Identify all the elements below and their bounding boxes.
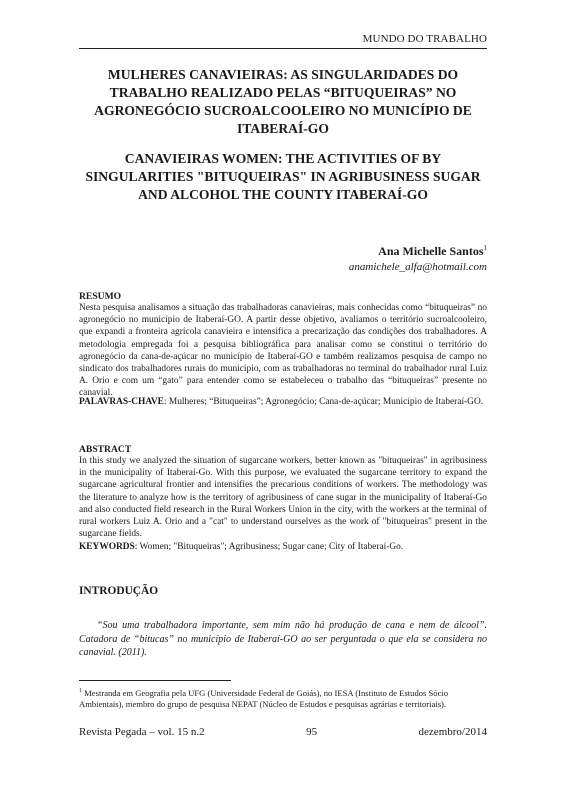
- footnote-text: Mestranda em Geografia pela UFG (Universidade Federal de Goiás), no IESA (Instituto de Estudos Sócio Ambientais), membro do grupo de pesquisa NEPAT (Núcleo de Estudos e pesquisas agrárias e territoriais).: [79, 687, 449, 709]
- header-rule: [79, 48, 487, 49]
- author-name: [349, 244, 487, 259]
- footnote: [79, 686, 487, 710]
- footer-date: dezembro/2014: [418, 726, 487, 738]
- author-footnote-marker: 1: [483, 244, 487, 252]
- introducao-heading: INTRODUÇÃO: [79, 585, 159, 597]
- author-name-text: Ana Michelle Santos: [378, 244, 484, 258]
- footer-journal: Revista Pegada – vol. 15 n.2: [79, 726, 205, 738]
- footnote-marker: 1: [79, 688, 82, 694]
- page-footer: [79, 726, 487, 738]
- resumo-heading: RESUMO: [79, 291, 122, 302]
- title-english: CANAVIEIRAS WOMEN: THE ACTIVITIES OF BY SINGULARITIES "BITUQUEIRAS" IN AGRIBUSINESS SUGAR AND ALCOHOL THE COUNTY ITABERAÍ-GO: [85, 151, 481, 202]
- title-portuguese: MULHERES CANAVIEIRAS: AS SINGULARIDADES DO TRABALHO REALIZADO PELAS “BITUQUEIRAS” NO AGRONEGÓCIO SUCROALCOOLEIRO NO MUNICÍPIO DE ITABERAÍ-GO: [94, 67, 472, 136]
- author-email: anamichele_alfa@hotmail.com: [348, 261, 487, 273]
- keywords-label: KEYWORDS: [79, 542, 135, 552]
- palavras-chave: [79, 396, 487, 408]
- footer-page-number: 95: [306, 726, 318, 738]
- keywords: [79, 541, 487, 553]
- epigraph: “Sou uma trabalhadora importante, sem mim não há produção de cana e nem de álcool”. Catadora de “bitucas” no município de Itaberaí-GO ao ser perguntada o que ela se considera no canavial. (2011).: [79, 620, 487, 658]
- running-header: MUNDO DO TRABALHO: [362, 33, 487, 45]
- abstract-text: In this study we analyzed the situation of sugarcane workers, better known as "bituqueiras" in agribusiness in the municipality of Itaberaí-Go. With this purpose, we evaluated the sugarcane territory to expand the sugarcane agricultural frontier and intensifies the precarious conditions of workers. The methodology was the literature to analyze how is the territory of agribusiness of cane sugar in the municipality of Itaberaí-Go and also conducted field research in the Rural Workers Union in the city, with the workers at the terminal of rural workers Luiz A. Orio and a "cat" to understand ourselves as the work of "bituqueiras" present in the sugarcane fields.: [79, 456, 487, 540]
- palavras-chave-label: PALAVRAS-CHAVE: [79, 397, 164, 407]
- author-block: [349, 244, 487, 273]
- keywords-list: : Women; "Bituqueiras"; Agribusiness; Sugar cane; City of Itaberaí-Go.: [134, 542, 404, 552]
- abstract-heading: ABSTRACT: [79, 444, 132, 455]
- footnote-rule: [79, 680, 231, 681]
- resumo-text: Nesta pesquisa analisamos a situação das trabalhadoras canavieiras, mais conhecidas como “bituqueiras” no agronegócio no município de Itaberaí-GO. A partir desse objetivo, avaliamos o território sucroalcooleiro, que expandi a fronteira agrícola canavieira e intensifica a precarização das condições dos trabalhadores. A metodologia empregada foi a pesquisa bibliográfica para analisar como se constitui o território do agronegócio da cana-de-açúcar no município de Itaberaí-GO e também realizamos pesquisa de campo no sindicato dos trabalhadores rurais do município, com as trabalhadoras no terminal do trabalhador rural Luiz A. Orio e com um “gato” para entender como se estabeleceu o trabalho das “bituqueiras” presente no canavial.: [79, 303, 487, 399]
- palavras-chave-list: : Mulheres; “Bituqueiras”; Agronegócio; Cana-de-açúcar; Município de Itaberaí-GO.: [163, 397, 484, 407]
